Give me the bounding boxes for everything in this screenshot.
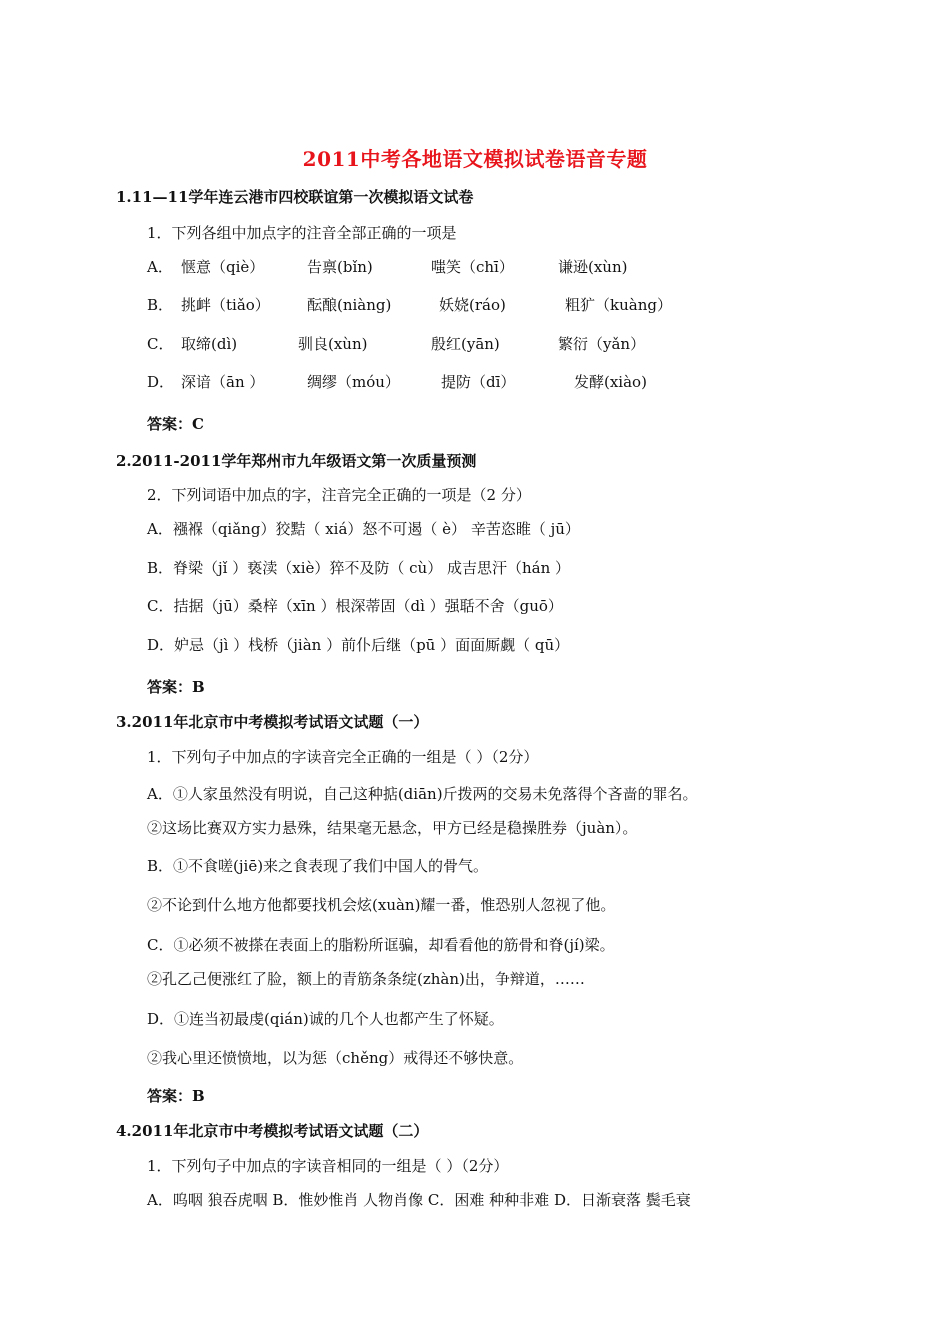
section-3-line: ②这场比赛双方实力悬殊，结果毫无悬念，甲方已经是稳操胜券（juàn）。 <box>147 819 638 837</box>
section-3-line: ②孔乙己便涨红了脸，额上的青筋条条绽(zhàn)出，争辩道，…… <box>147 970 585 988</box>
section-2-option-b: B．脊梁（jǐ ）亵渎（xiè）猝不及防（ cù） 成吉思汗（hán ） <box>147 559 571 577</box>
document-page: 2011中考各地语文模拟试卷语音专题 1.11—11学年连云港市四校联谊第一次模拟语文试卷 1．下列各组中加点字的注音全部正确的一项是 A． 惬意（qiè） 告禀(bǐn) 嗤笑（chī） 谦逊(xùn) B． 挑衅（tiǎo） 酝酿(niàng) 妖娆(ráo) 粗犷（kuàng） C． 取缔(dì) 驯良(xùn) 殷红(yān) 繁衍（yǎn） D． 深谙（ān ） 绸缪（móu） 提防（dī） 发酵(xiào) 答案：C 2.2011-2011学年郑州市九年级语文第一次质量预测 2．下列词语中加点的字，注音完全正确的一项是（2 分） A．襁褓（qiǎng）狡黠（ xiá）怒不可遏（ è） 辛苦恣睢（ jū） B．脊梁（jǐ ）亵渎（xiè）猝不及防（ cù） 成吉思汗（hán ） C．拮据（jū）桑梓（xīn ）根深蒂固（dì ）强聒不舍（guō） D．妒忌（jì ）栈桥（jiàn ）前仆后继（pū ）面面厮觑（ qū） 答案：B 3.2011年北京市中考模拟考试语文试题（一） 1．下列句子中加点的字读音完全正确的一组是（ ）（2分） A．①人家虽然没有明说，自己这种掂(diān)斤拨两的交易未免落得个吝啬的罪名。 ②这场比赛双方实力悬殊，结果毫无悬念，甲方已经是稳操胜券（juàn）。 B．①不食嗟(jiē)来之食表现了我们中国人的骨气。 ②不论到什么地方他都要找机会炫(xuàn)耀一番，惟恐别人忽视了他。 C．①必须不被搽在表面上的脂粉所诓骗，却看看他的筋骨和脊(jí)梁。 ②孔乙己便涨红了脸，额上的青筋条条绽(zhàn)出，争辩道，…… D．①连当初最虔(qián)诚的几个人也都产生了怀疑。 ②我心里还愤愤地，以为惩（chěng）戒得还不够快意。 答案：B 4.2011年北京市中考模拟考试语文试题（二） 1．下列句子中加点的字读音相同的一组是（ ）（2分） A．呜咽 狼吞虎咽 B．惟妙惟肖 人物肖像 C．困难 种种非难 D．日渐衰落 鬓毛衰 <box>0 0 950 1344</box>
document-title: 2011中考各地语文模拟试卷语音专题 <box>302 147 648 171</box>
section-2-option-d: D．妒忌（jì ）栈桥（jiàn ）前仆后继（pū ）面面厮觑（ qū） <box>147 636 570 654</box>
section-4-question: 1．下列句子中加点的字读音相同的一组是（ ）（2分） <box>147 1157 509 1175</box>
section-3-heading: 3.2011年北京市中考模拟考试语文试题（一） <box>116 713 429 731</box>
section-3-line: C．①必须不被搽在表面上的脂粉所诓骗，却看看他的筋骨和脊(jí)梁。 <box>147 936 615 954</box>
section-3-line: A．①人家虽然没有明说，自己这种掂(diān)斤拨两的交易未免落得个吝啬的罪名。 <box>147 785 698 803</box>
section-3-question: 1．下列句子中加点的字读音完全正确的一组是（ ）（2分） <box>147 748 539 766</box>
section-2-option-a: A．襁褓（qiǎng）狡黠（ xiá）怒不可遏（ è） 辛苦恣睢（ jū） <box>147 520 580 538</box>
section-3-line: ②我心里还愤愤地，以为惩（chěng）戒得还不够快意。 <box>147 1049 524 1067</box>
section-2-heading: 2.2011-2011学年郑州市九年级语文第一次质量预测 <box>116 452 477 470</box>
section-4-line: A．呜咽 狼吞虎咽 B．惟妙惟肖 人物肖像 C．困难 种种非难 D．日渐衰落 鬓毛衰 <box>147 1191 691 1209</box>
section-4-heading: 4.2011年北京市中考模拟考试语文试题（二） <box>116 1122 429 1140</box>
section-2-option-c: C．拮据（jū）桑梓（xīn ）根深蒂固（dì ）强聒不舍（guō） <box>147 597 563 615</box>
section-2-answer: 答案：B <box>147 678 205 696</box>
section-3-answer: 答案：B <box>147 1087 205 1105</box>
section-1-answer: 答案：C <box>147 415 204 433</box>
section-3-line: ②不论到什么地方他都要找机会炫(xuàn)耀一番，惟恐别人忽视了他。 <box>147 896 616 914</box>
section-2-question: 2．下列词语中加点的字，注音完全正确的一项是（2 分） <box>147 486 531 504</box>
section-3-line: D．①连当初最虔(qián)诚的几个人也都产生了怀疑。 <box>147 1010 504 1028</box>
section-1-question: 1．下列各组中加点字的注音全部正确的一项是 <box>147 224 457 242</box>
section-3-line: B．①不食嗟(jiē)来之食表现了我们中国人的骨气。 <box>147 857 489 875</box>
section-1-heading: 1.11—11学年连云港市四校联谊第一次模拟语文试卷 <box>116 188 474 206</box>
